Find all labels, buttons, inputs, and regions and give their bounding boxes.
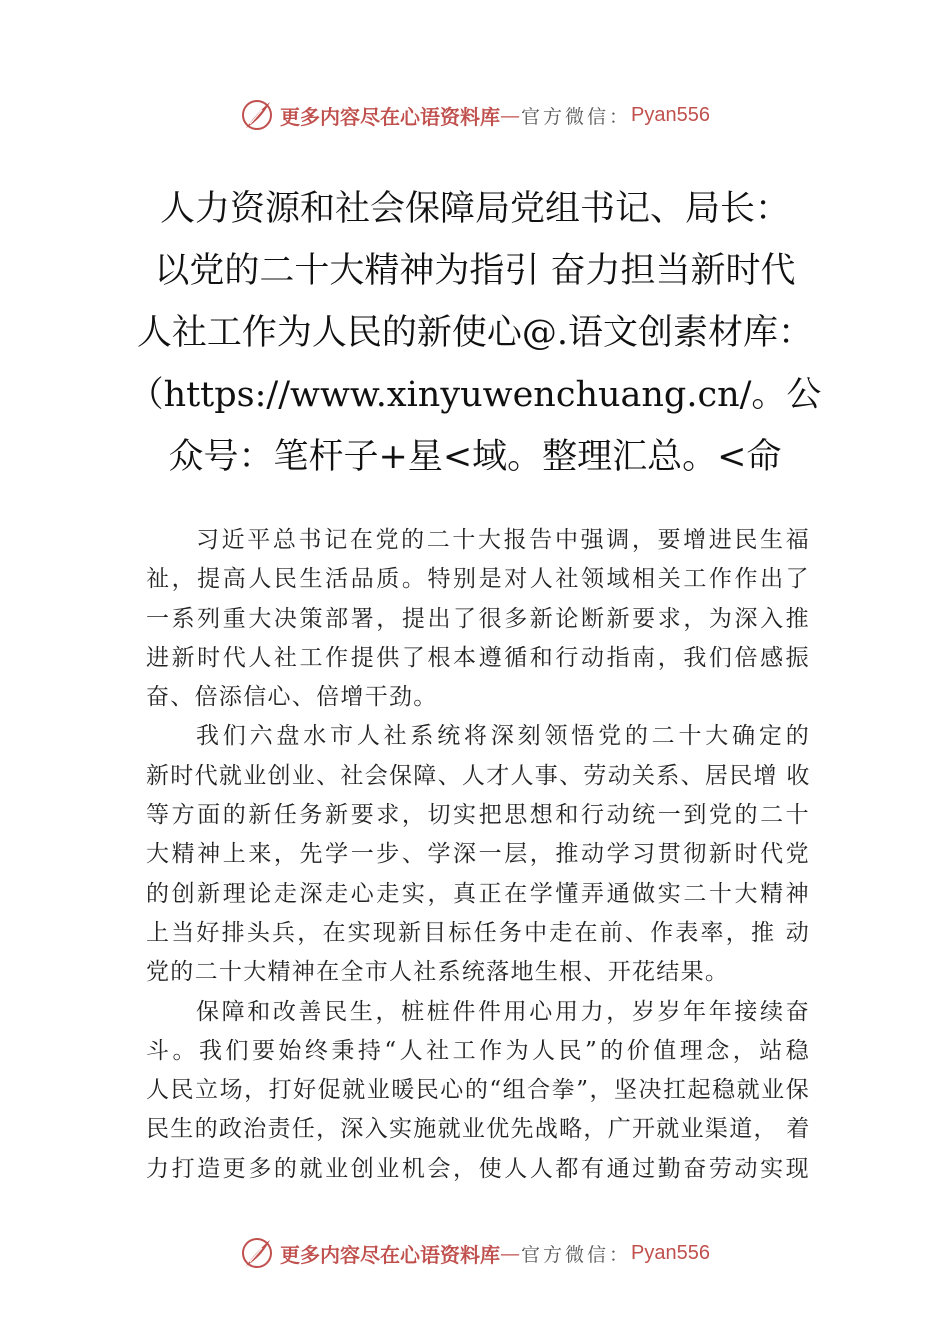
paragraph <box>146 717 810 992</box>
promo-separator: — <box>500 1241 521 1265</box>
quill-pen-logo-icon <box>240 1236 274 1270</box>
paragraph <box>146 521 810 717</box>
body-line: 习近平总书记在党的二十大报告中强调，要增进民生福 <box>196 527 810 553</box>
document-body <box>146 521 810 1189</box>
title-line: 人力资源和社会保障局党组书记、局长： <box>159 189 790 229</box>
body-line: 大精神上来，先学一步、学深一层，推动学习贯彻新时代党 <box>146 841 810 868</box>
title-line: （https://www.xinyuwenchuang.cn/。公 <box>128 375 822 415</box>
header-banner <box>0 95 950 135</box>
body-line: 人民立场，打好促就业暖民心的“组合拳”，坚决扛起稳就业保 <box>146 1077 810 1104</box>
wechat-id: Pyan556 <box>631 103 710 126</box>
title-line: 人社工作为人民的新使心@.语文创素材库： <box>136 313 814 353</box>
body-line: 一系列重大决策部署，提出了很多新论断新要求，为深入推 <box>146 605 810 632</box>
wechat-label: 官方微信： <box>521 1243 632 1266</box>
wechat-label: 官方微信： <box>521 105 632 128</box>
body-line: 进新时代人社工作提供了根本遵循和行动指南，我们倍感振 <box>146 644 810 671</box>
title-line: 以党的二十大精神为指引 奋力担当新时代 <box>154 251 796 291</box>
body-line: 民生的政治责任，深入实施就业优先战略，广开就业渠道， 着 <box>146 1116 811 1143</box>
body-line: 等方面的新任务新要求，切实把思想和行动统一到党的二十 <box>146 802 810 829</box>
wechat-id: Pyan556 <box>631 1241 710 1264</box>
footer-banner <box>0 1233 950 1273</box>
quill-pen-logo-icon <box>240 98 274 132</box>
promo-text: 更多内容尽在心语资料库 <box>280 1242 500 1267</box>
promo-text: 更多内容尽在心语资料库 <box>280 104 500 129</box>
body-line: 奋、倍添信心、倍增干劲。 <box>146 684 438 711</box>
body-line: 斗。我们要始终秉持“人社工作为人民”的价值理念，站稳 <box>146 1037 810 1064</box>
title-line: 众号：笔杆子+星<域。整理汇总。<命 <box>168 437 782 477</box>
body-line: 上当好排头兵，在实现新目标任务中走在前、作表率，推 动 <box>146 919 810 946</box>
body-line: 祉，提高人民生活品质。特别是对人社领域相关工作作出了 <box>146 566 810 593</box>
body-line: 我们六盘水市人社系统将深刻领悟党的二十大确定的 <box>196 723 810 750</box>
body-line: 保障和改善民生，桩桩件件用心用力，岁岁年年接续奋 <box>196 998 810 1025</box>
body-line: 的创新理论走深走心走实，真正在学懂弄通做实二十大精神 <box>146 880 810 907</box>
document-title <box>100 178 850 488</box>
paragraph <box>146 993 810 1189</box>
body-line: 党的二十大精神在全市人社系统落地生根、开花结果。 <box>146 959 730 986</box>
body-line: 力打造更多的就业创业机会，使人人都有通过勤奋劳动实现 <box>146 1155 810 1182</box>
promo-separator: — <box>500 103 521 127</box>
body-line: 新时代就业创业、社会保障、人才人事、劳动关系、居民增 收 <box>146 762 811 789</box>
